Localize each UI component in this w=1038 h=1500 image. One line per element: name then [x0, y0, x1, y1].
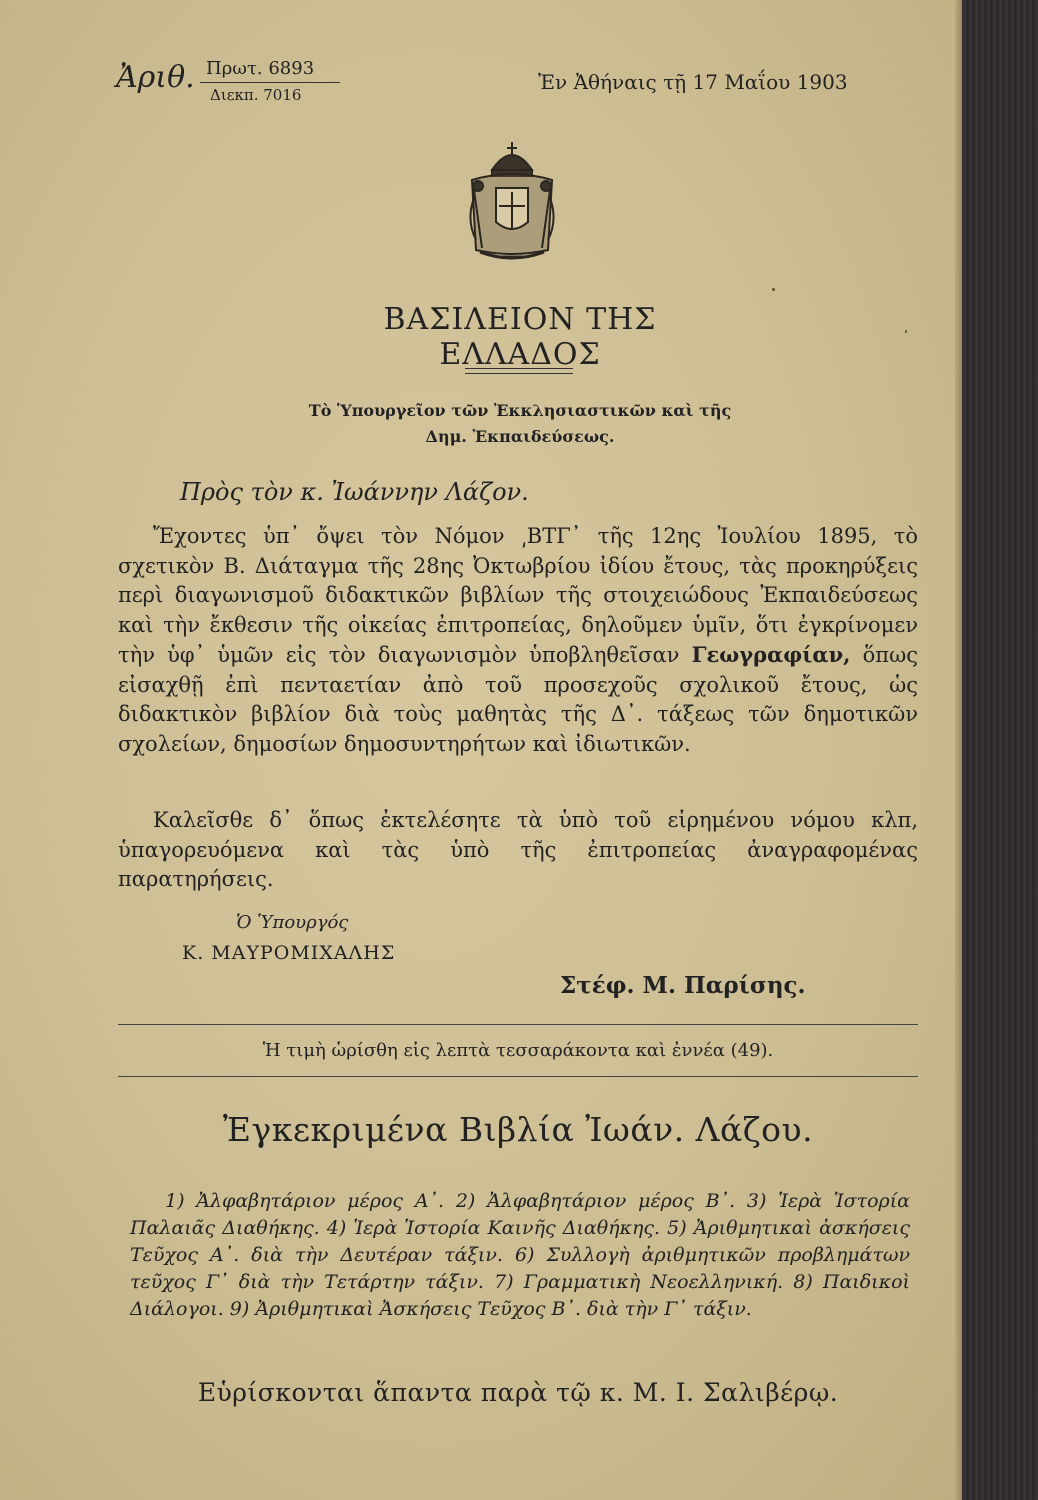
- protocol-number: Πρωτ. 6893: [206, 58, 315, 79]
- body-paragraph-1-start: Ἔχοντες ὑπ᾽ ὄψει τὸν Νόμον ͵ΒΤΓ᾽ τῆς 12ης Ἰουλίου 1895, τὸ σχετικὸν Β. Διάταγμα τῆς 28ης Ὀκτωβρίου ἰδίου ἔτους, τὰς προκηρύξεις περὶ διαγωνισμοῦ διδακτικῶν βιβλίων τῆς στοιχειώδους Ἐκπαιδεύσεως καὶ τὴν ἔκθεσιν τῆς οἰκείας ἐπιτροπείας, δηλοῦμεν ὑμῖν, ὅτι ἐγκρίνομεν τὴν ὑφ᾽ ὑμῶν εἰς τὸν διαγωνισμὸν ὑποβληθεῖσαν: [118, 524, 918, 667]
- ministry-line-2: Δημ. Ἐκπαιδεύσεως.: [425, 427, 615, 447]
- body-paragraph-2: Καλεῖσθε δ᾽ ὅπως ἐκτελέσητε τὰ ὑπὸ τοῦ εἰρημένου νόμου κλπ, ὑπαγορευόμενα καὶ τὰς ὑπὸ τῆς ἐπιτροπείας ἀναγραφομένας παρατηρήσεις.: [118, 808, 918, 891]
- dateline: Ἐν Ἀθήναις τῇ 17 Μαΐου 1903: [538, 70, 848, 94]
- subject-book-title: Γεωγραφίαν,: [691, 642, 851, 667]
- ink-speck: [772, 288, 775, 291]
- approved-books-list: 1) Ἀλφαβητάριον μέρος Α᾽. 2) Ἀλφαβητάριον μέρος Β᾽. 3) Ἱερὰ Ἱστορία Παλαιᾶς Διαθήκης. 4) Ἱερὰ Ἱστορία Καινῆς Διαθήκης. 5) Ἀριθμητικαὶ ἀσκήσεις Τεῦχος Α᾽. διὰ τὴν Δευτέραν τάξιν. 6) Συλλογὴ ἀριθμητικῶν προβλημάτων τεῦχος Γ᾽ διὰ τὴν Τετάρτην τάξιν. 7) Γραμματικὴ Νεοελληνική. 8) Παιδικοὶ Διάλογοι. 9) Ἀριθμητικαὶ Ἀσκήσεις Τεῦχος Β᾽. διὰ τὴν Γ᾽ τάξιν.: [130, 1190, 910, 1320]
- reference-fraction-line: [200, 82, 340, 83]
- body-paragraph-1-end: ὅπως εἰσαχθῇ ἐπὶ πενταετίαν ἀπὸ τοῦ προσεχοῦς σχολικοῦ ἔτους, ὡς διδακτικὸν βιβλίον διὰ τοὺς μαθητὰς τῆς Δ᾽. τάξεως τῶν δημοτικῶν σχολείων, δημοσίων δημοσυντηρήτων καὶ ἰδιωτικῶν.: [118, 643, 918, 756]
- recipient-line: Πρὸς τὸν κ. Ἰωάννην Λάζον.: [180, 478, 529, 506]
- secretary-signature: Στέφ. Μ. Παρίσης.: [560, 972, 806, 999]
- ministry-heading: [250, 398, 790, 451]
- royal-coat-of-arms-icon: [452, 140, 572, 270]
- book-spine-binding: [962, 0, 1038, 1500]
- minister-title: Ὁ Ὑπουργός: [236, 912, 349, 933]
- price-rule-bottom: [118, 1076, 918, 1077]
- availability-note: Εὑρίσκονται ἅπαντα παρὰ τῷ κ. Μ. Ι. Σαλιβέρῳ.: [197, 1378, 839, 1407]
- approved-books-title: Ἐγκεκριμένα Βιβλία Ἰωάν. Λάζου.: [222, 1110, 814, 1149]
- dispatch-number: Διεκπ. 7016: [210, 86, 302, 104]
- double-rule: [465, 368, 573, 374]
- ink-speck: [905, 330, 907, 333]
- body-paragraph-1: [118, 522, 918, 759]
- kingdom-heading: ΒΑΣΙΛΕΙΟΝ ΤΗΣ ΕΛΛΑΔΟΣ: [383, 302, 657, 372]
- minister-name: Κ. ΜΑΥΡΟΜΙΧΑΛΗΣ: [182, 942, 396, 964]
- reference-prefix: Ἀριθ.: [116, 60, 195, 95]
- price-note: Ἡ τιμὴ ὡρίσθη εἰς λεπτὰ τεσσαράκοντα καὶ ἐννέα (49).: [262, 1040, 774, 1061]
- ministry-line-1: Τὸ Ὑπουργεῖον τῶν Ἐκκλησιαστικῶν καὶ τῆς: [308, 401, 732, 420]
- price-rule-top: [118, 1024, 918, 1025]
